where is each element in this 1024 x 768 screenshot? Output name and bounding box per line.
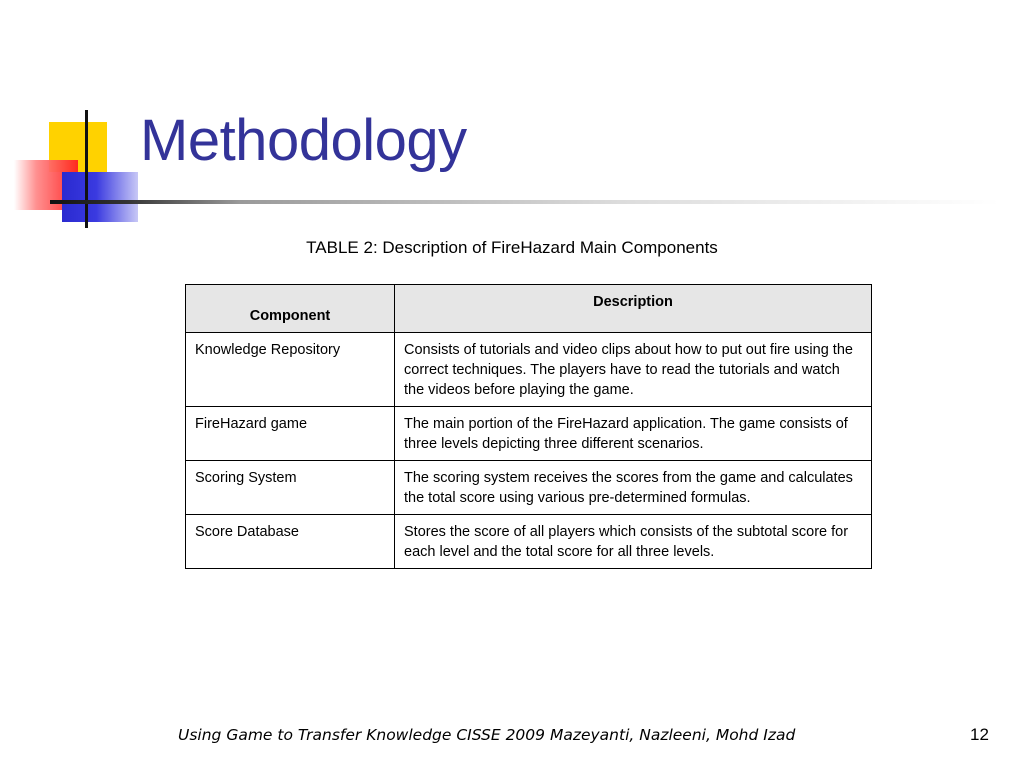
components-table (185, 284, 872, 569)
decor-vertical-line (85, 110, 88, 228)
description-cell: Stores the score of all players which consists of the subtotal score for each level and the total score for all three levels. (395, 515, 872, 569)
table-row (186, 333, 872, 407)
description-cell: The scoring system receives the scores from the game and calculates the total score using various pre-determined formulas. (395, 461, 872, 515)
component-cell: Scoring System (186, 461, 395, 515)
table-row (186, 515, 872, 569)
component-cell: FireHazard game (186, 407, 395, 461)
component-cell: Score Database (186, 515, 395, 569)
description-cell: The main portion of the FireHazard application. The game consists of three levels depicting three different scenarios. (395, 407, 872, 461)
title-underline (50, 200, 1000, 204)
column-header-component: Component (186, 285, 395, 333)
description-cell: Consists of tutorials and video clips about how to put out fire using the correct techniques. The players have to read the tutorials and watch the videos before playing the game. (395, 333, 872, 407)
table-header-row (186, 285, 872, 333)
column-header-description: Description (395, 285, 872, 333)
component-cell: Knowledge Repository (186, 333, 395, 407)
page-number: 12 (970, 725, 989, 744)
table-row (186, 461, 872, 515)
slide-title: Methodology (140, 108, 467, 173)
decor-blue-square (62, 172, 138, 222)
table-row (186, 407, 872, 461)
table-caption: TABLE 2: Description of FireHazard Main Components (306, 238, 718, 257)
slide-footer: Using Game to Transfer Knowledge CISSE 2009 Mazeyanti, Nazleeni, Mohd Izad (178, 726, 796, 744)
